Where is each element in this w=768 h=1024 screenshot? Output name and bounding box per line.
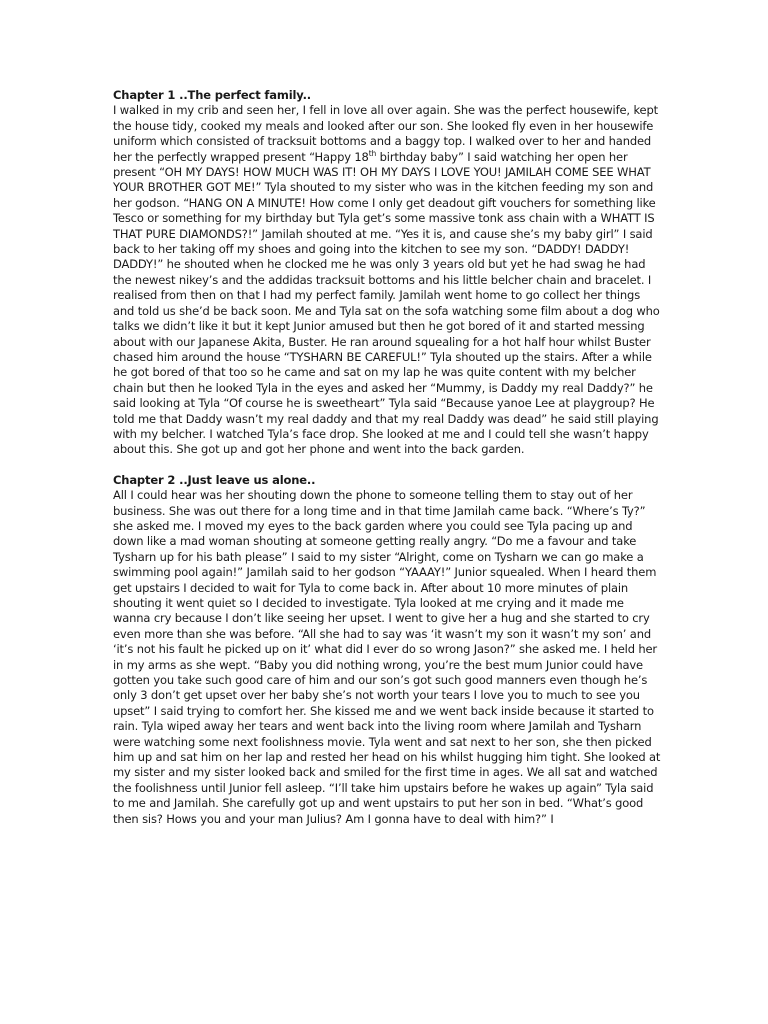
document-page (113, 88, 661, 827)
ordinal-suffix: th (368, 148, 377, 158)
chapter-1-heading: Chapter 1 ..The perfect family.. (113, 88, 311, 102)
chapter-2-body: All I could hear was her shouting down the phone to someone telling them to stay out of her business. She was out there for a long time and in that time Jamilah came back. “Where’s Ty?” she asked me. I moved my eyes to the back garden where you could see Tyla pacing up and down like a mad woman shouting at someone getting really angry. “Do me a favour and take Tysharn up for his bath please” I said to my sister “Alright, come on Tysharn we can go make a swimming pool again!” Jamilah said to her godson “YAAAY!” Junior squealed. When I heard them get upstairs I decided to wait for Tyla to come back in. After about 10 more minutes of plain shouting it went quiet so I decided to investigate. Tyla looked at me crying and it made me wanna cry because I don’t like seeing her upset. I went to give her a hug and she started to cry even more than she was before. “All she had to say was ‘it wasn’t my son it wasn’t my son’ and ‘it’s not his fault he picked up on it’ what did I ever do so wrong Jason?” she asked me. I held her in my arms as she wept. “Baby you did nothing wrong, you’re the best mum Junior could have gotten you take such good care of him and our son’s got such good manners even though he’s only 3 don’t get upset over her baby she’s not worth your tears I love you to much to see you upset” I said trying to comfort her. She kissed me and we went back inside because it started to rain. Tyla wiped away her tears and went back into the living room where Jamilah and Tysharn were watching some next foolishness movie. Tyla went and sat next to her son, she then picked him up and sat him on her lap and rested her head on his whilst hugging him tight. She looked at my sister and my sister looked back and smiled for the first time in ages. We all sat and watched the foolishness until Junior fell asleep. “I’ll take him upstairs before he wakes up again” Tyla said to me and Jamilah. She carefully got up and went upstairs to put her son in bed. “What’s good then sis? Hows you and your man Julius? Am I gonna have to deal with him?” I (113, 488, 661, 826)
chapter-1-body-text-start: I walked in my crib and seen her, I fell in love all over again. She was the perfect housewife, kept the house tidy, cooked my meals and looked after our son. She looked fly even in her housewife uniform which consisted of tracksuit bottoms and a baggy top. I walked over to her and handed her the perfectly wrapped present “Happy 18 (113, 103, 658, 164)
chapter-2 (113, 473, 661, 827)
chapter-2-heading: Chapter 2 ..Just leave us alone.. (113, 472, 316, 487)
chapter-1 (113, 88, 661, 458)
chapter-1-body (113, 103, 661, 457)
chapter-1-body-text-end: birthday baby” I said watching her open her present “OH MY DAYS! HOW MUCH WAS IT! OH MY DAYS I LOVE YOU! JAMILAH COME SEE WHAT YOUR BROTHER GOT ME!” Tyla shouted to my sister who was in the kitchen feeding my son and her godson. “HANG ON A MINUTE! How come I only get deadout gift vouchers for something like Tesco or something for my birthday but Tyla get’s some massive tonk ass chain with a WHATT IS THAT PURE DIAMONDS?!” Jamilah shouted at me. “Yes it is, and cause she’s my baby girl” I said back to her taking off my shoes and going into the kitchen to see my son. “DADDY! DADDY! DADDY!” he shouted when he clocked me he was only 3 years old but yet he had swag he had the newest nikey’s and the addidas tracksuit bottoms and his little belcher chain and bracelet. I realised from then on that I had my perfect family. Jamilah went home to go collect her things and told us she’d be back soon. Me and Tyla sat on the sofa watching some film about a dog who talks we didn’t like it but it kept Junior amused but then he got bored of it and started messing about with our Japanese Akita, Buster. He ran around squealing for a hot half hour whilst Buster chased him around the house “TYSHARN BE CAREFUL!” Tyla shouted up the stairs. After a while he got bored of that too so he came and sat on my lap he was quite content with my belcher chain but then he looked Tyla in the eyes and asked her “Mummy, is Daddy my real Daddy?” he said looking at Tyla “Of course he is sweetheart” Tyla said “Because yanoe Lee at playgroup? He told me that Daddy wasn’t my real daddy and that my real Daddy was dead” he said still playing with my belcher. I watched Tyla’s face drop. She looked at me and I could tell she wasn’t happy about this. She got up and got her phone and went into the back garden. (113, 149, 660, 457)
